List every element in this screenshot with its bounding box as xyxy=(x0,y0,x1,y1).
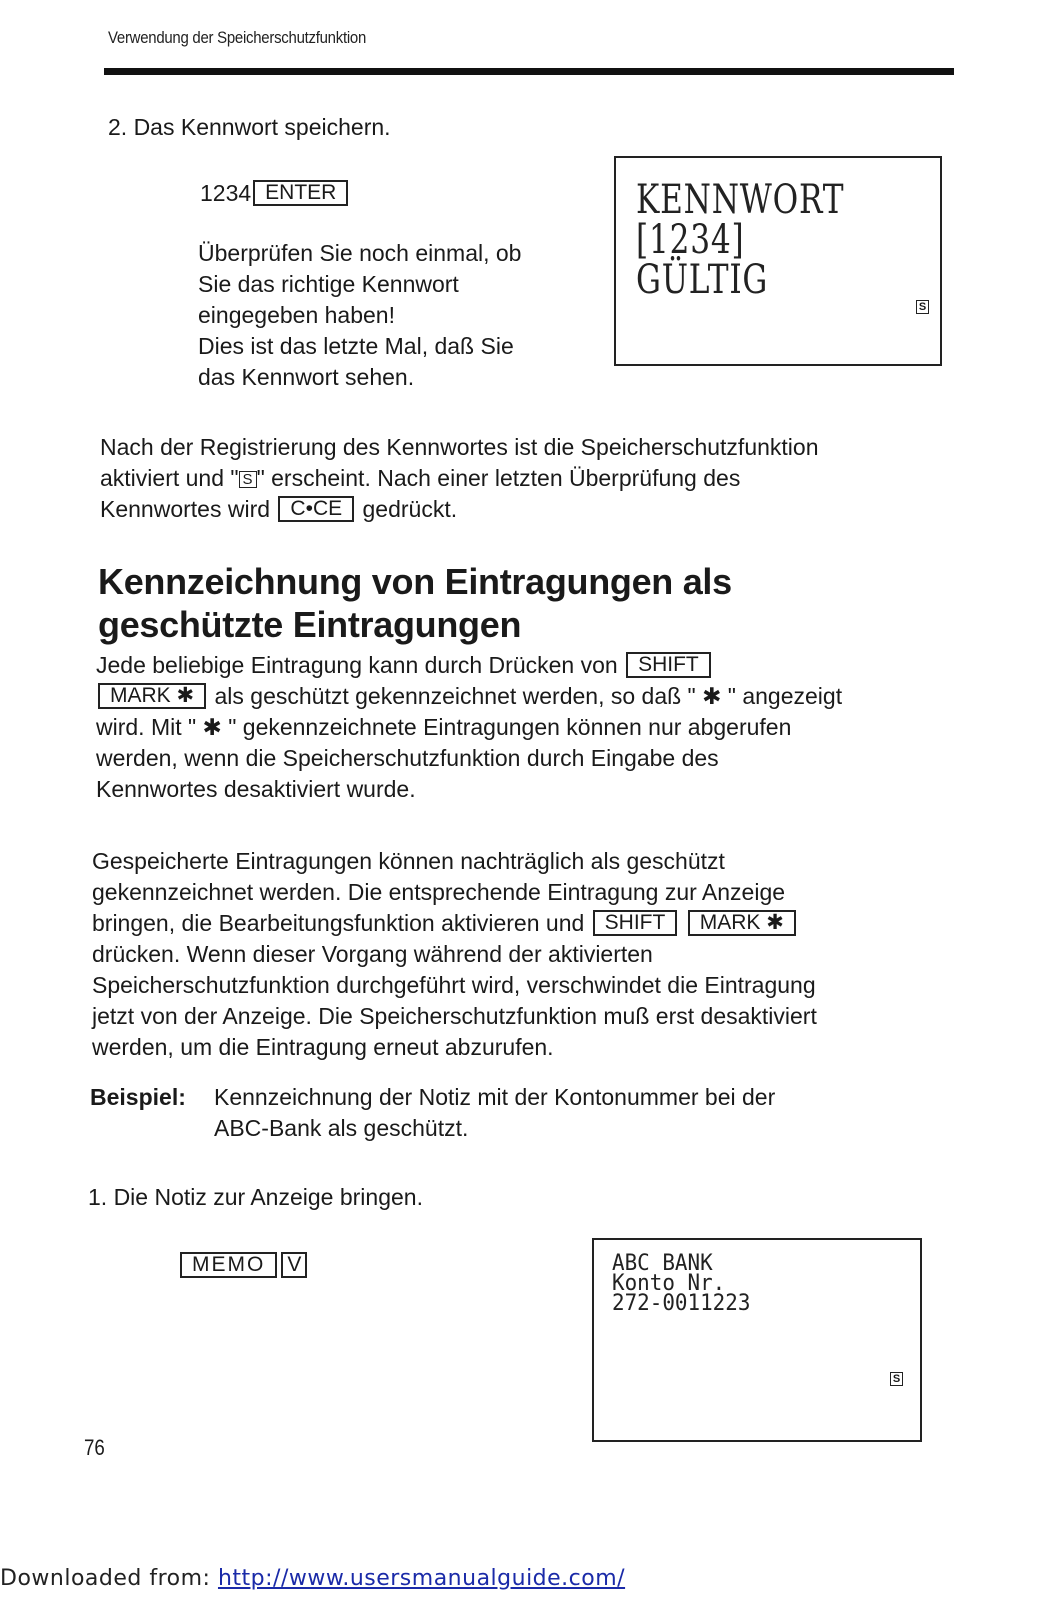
shift-key: SHIFT xyxy=(593,910,678,936)
secret-indicator-icon: S xyxy=(890,1372,903,1386)
text-line: drücken. Wenn dieser Vorgang während der aktivierten xyxy=(92,941,653,967)
example-block xyxy=(90,1082,970,1144)
paragraph-subsequent-marking xyxy=(92,846,972,1063)
note-line: Sie das richtige Kennwort xyxy=(198,271,459,297)
lcd-display-memo xyxy=(592,1238,922,1442)
text-line: Kennzeichnung der Notiz mit der Kontonummer bei der xyxy=(214,1084,776,1110)
note-line: das Kennwort sehen. xyxy=(198,364,415,390)
mark-key: MARK ✱ xyxy=(688,910,796,936)
paragraph-registration xyxy=(100,432,960,525)
footer-link[interactable]: http://www.usersmanualguide.com/ xyxy=(217,1566,626,1591)
running-header: Verwendung der Speicherschutzfunktion xyxy=(108,28,367,47)
lcd-display-password xyxy=(614,156,942,366)
text-line: MARK ✱ als geschützt gekennzeichnet werden, so daß " ✱ " angezeigt xyxy=(96,681,956,712)
step-2-input xyxy=(200,178,350,209)
download-footer xyxy=(0,1566,625,1591)
lcd-line: [1234] xyxy=(636,217,745,263)
text-line: werden, wenn die Speicherschutzfunktion durch Eingabe des xyxy=(96,745,719,771)
text-line: Kennwortes desaktiviert wurde. xyxy=(96,776,416,802)
example-label: Beispiel: xyxy=(90,1084,186,1110)
step-2-note xyxy=(198,238,588,393)
lcd-line: ABC BANK xyxy=(612,1251,713,1276)
step-1-label: 1. Die Notiz zur Anzeige bringen. xyxy=(88,1184,423,1210)
text-line: ABC-Bank als geschützt. xyxy=(214,1115,469,1141)
text-line: Gespeicherte Eintragungen können nachträglich als geschützt xyxy=(92,848,725,874)
enter-key: ENTER xyxy=(253,180,348,206)
paragraph-marking xyxy=(96,650,956,805)
text-line: wird. Mit " ✱ " gekennzeichnete Eintragungen können nur abgerufen xyxy=(96,714,792,740)
shift-key: SHIFT xyxy=(626,652,711,678)
text-line: bringen, die Bearbeitungsfunktion aktivieren und SHIFT MARK ✱ xyxy=(92,908,972,939)
section-heading: Kennzeichnung von Eintragungen als geschützte Eintragungen xyxy=(98,561,732,645)
lcd-line: Konto Nr. xyxy=(612,1271,726,1296)
lcd-line: KENNWORT xyxy=(636,177,845,223)
text-line: aktiviert und " S " erscheint. Nach einer letzten Überprüfung des xyxy=(100,465,741,491)
cce-key: C•CE xyxy=(278,496,354,522)
note-line: Überprüfen Sie noch einmal, ob xyxy=(198,240,522,266)
note-line: Dies ist das letzte Mal, daß Sie xyxy=(198,333,514,359)
text-line: Jede beliebige Eintragung kann durch Drücken von SHIFT xyxy=(96,650,956,681)
lcd-line: GÜLTIG xyxy=(636,257,769,303)
note-line: eingegeben haben! xyxy=(198,302,395,328)
page-number: 76 xyxy=(84,1435,105,1460)
down-arrow-key: V xyxy=(281,1252,307,1278)
lcd-line: 272-0011223 xyxy=(612,1291,751,1316)
text-line: Kennwortes wird C•CE gedrückt. xyxy=(100,496,458,522)
secret-indicator-icon: S xyxy=(916,300,929,314)
footer-prefix: Downloaded from: xyxy=(0,1566,211,1591)
text-line: Nach der Registrierung des Kennwortes ist die Speicherschutzfunktion xyxy=(100,434,819,460)
step-1-keys xyxy=(178,1250,309,1281)
header-rule xyxy=(104,68,954,75)
memo-key: MEMO xyxy=(180,1252,277,1278)
input-prefix: 1234 xyxy=(200,180,252,206)
mark-key: MARK ✱ xyxy=(98,683,206,709)
text-line: werden, um die Eintragung erneut abzurufen. xyxy=(92,1034,554,1060)
secret-symbol-icon: S xyxy=(239,471,257,488)
text-line: jetzt von der Anzeige. Die Speicherschutzfunktion muß erst desaktiviert xyxy=(92,1003,817,1029)
text-line: Speicherschutzfunktion durchgeführt wird, verschwindet die Eintragung xyxy=(92,972,816,998)
step-2-label: 2. Das Kennwort speichern. xyxy=(108,114,391,140)
text-line: gekennzeichnet werden. Die entsprechende Eintragung zur Anzeige xyxy=(92,879,786,905)
